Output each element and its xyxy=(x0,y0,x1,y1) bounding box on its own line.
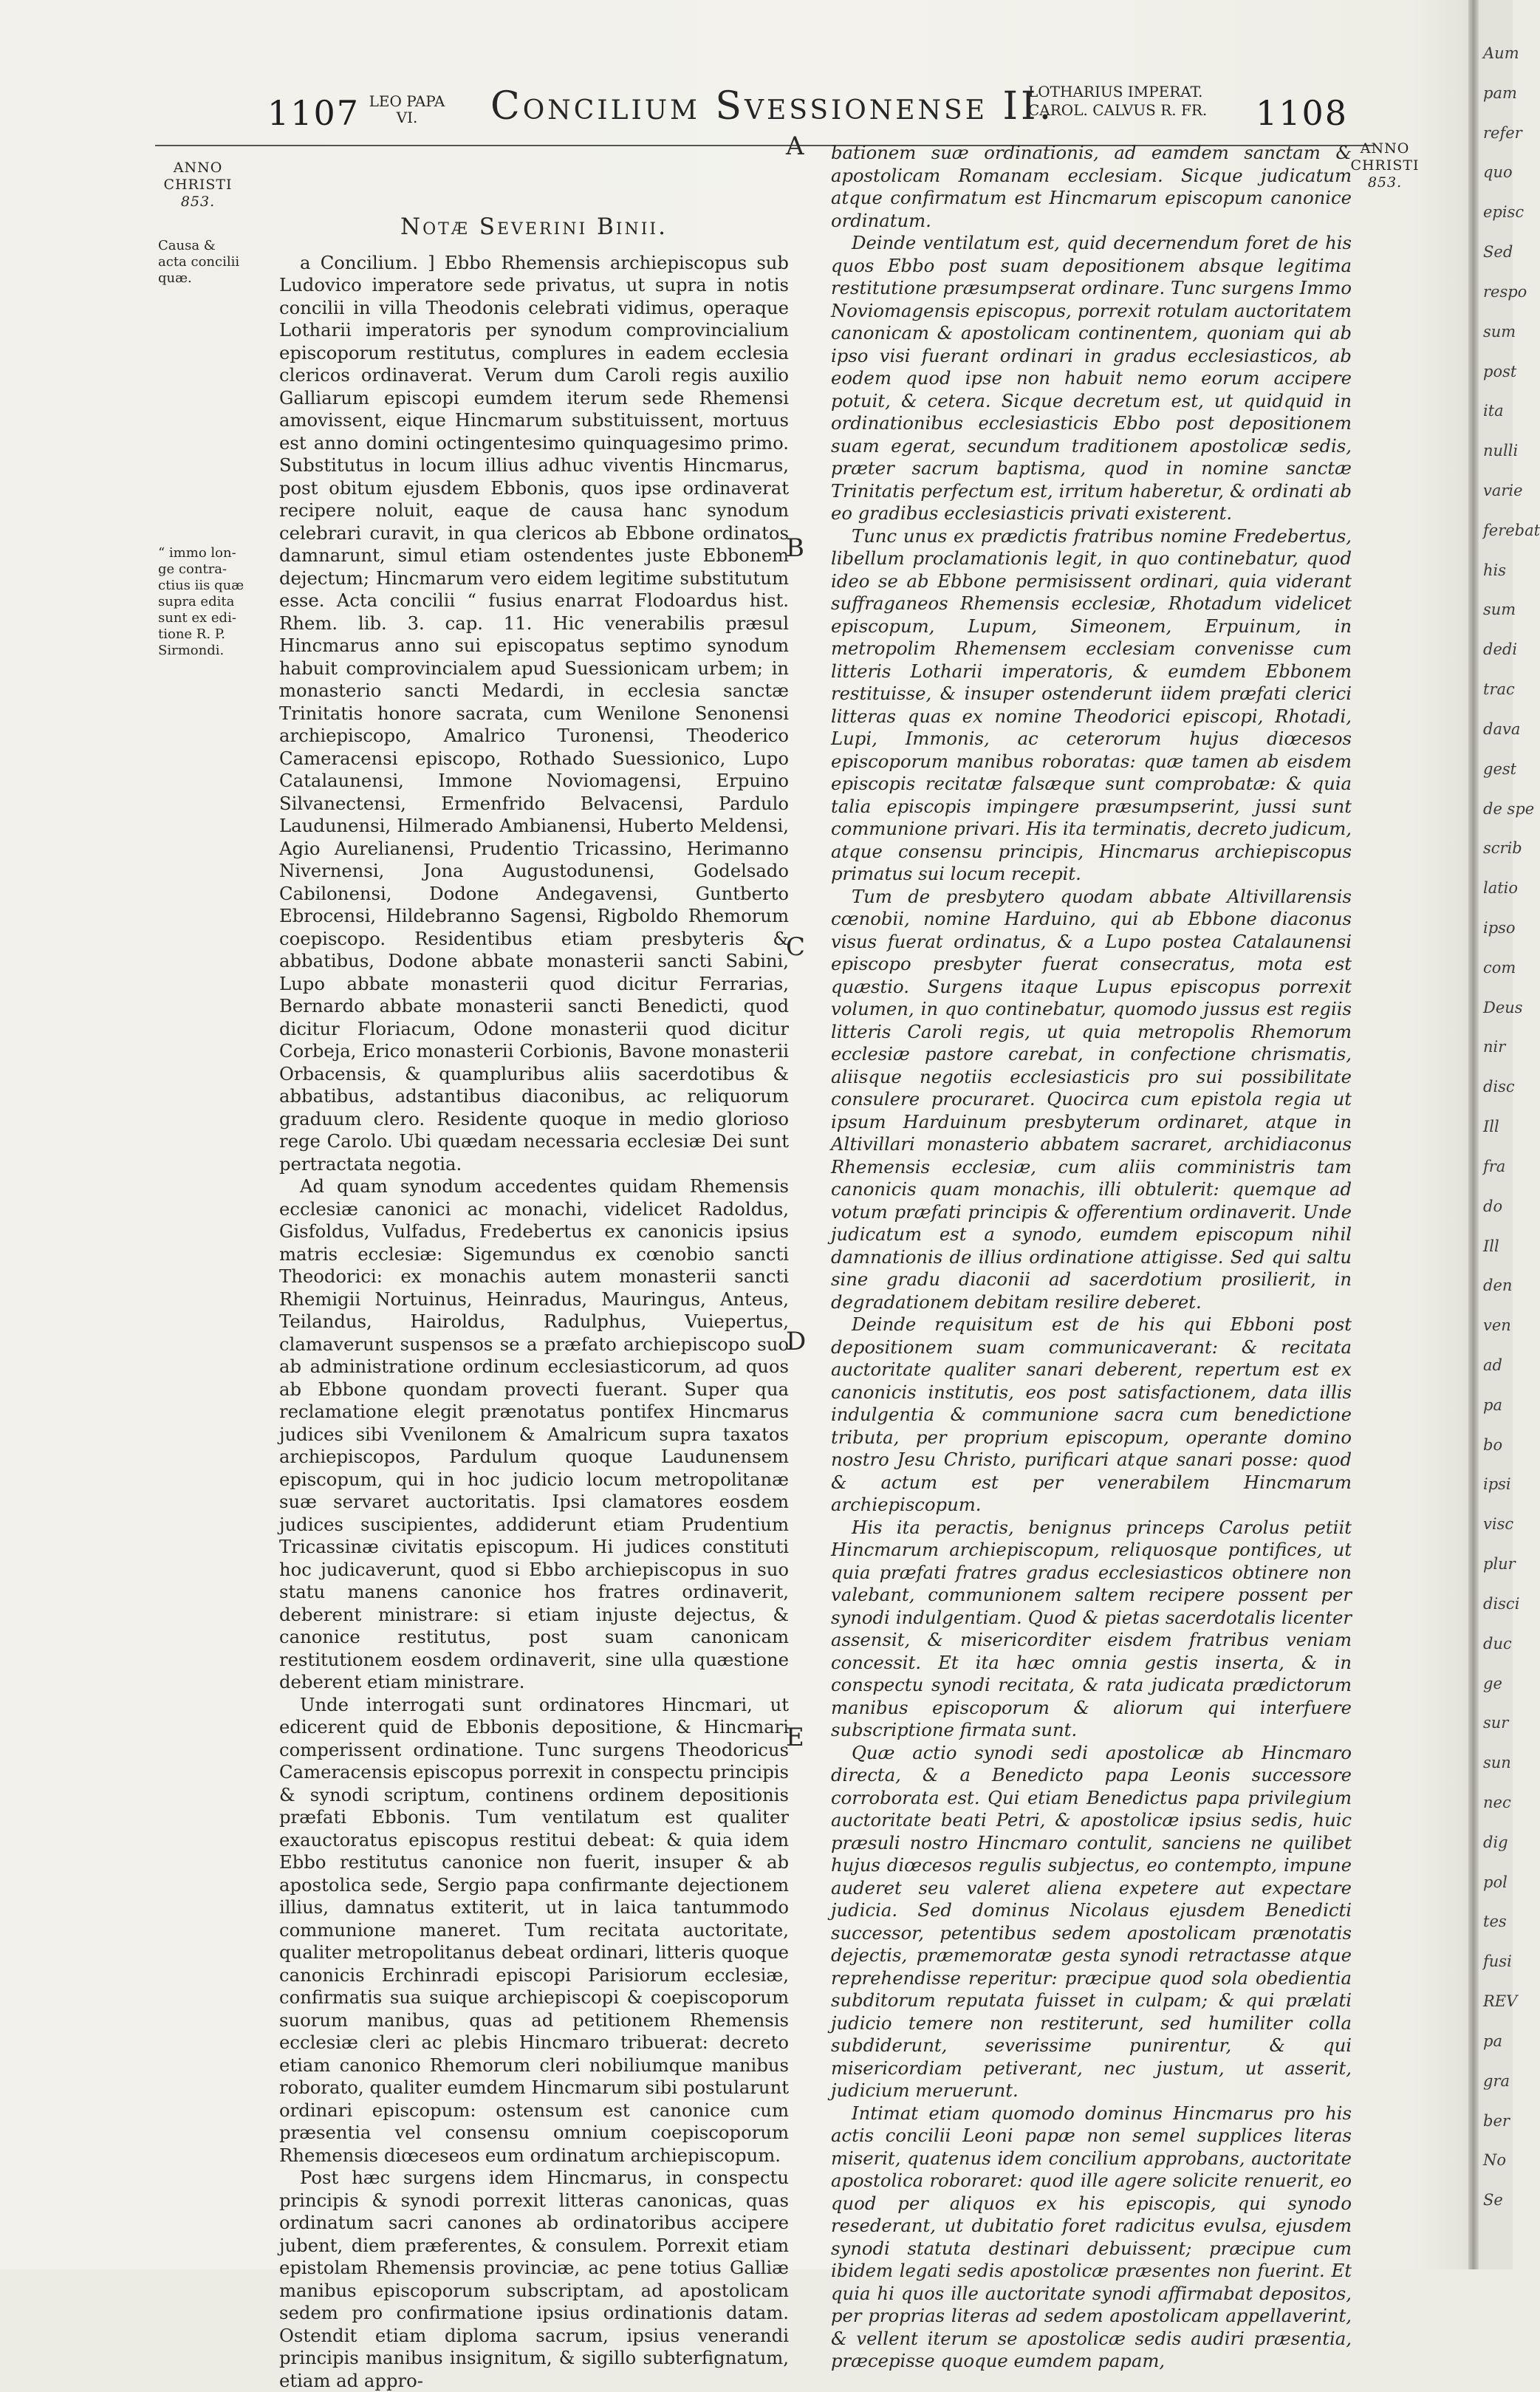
anno-line: CHRISTI xyxy=(1350,157,1420,174)
section-letter: C xyxy=(786,932,806,962)
paragraph: Tunc unus ex prædictis fratribus nomine Fredebertus, libellum proclamationis legit, in quo continebatur, quod ideo se ab Ebbone permisissent ordinari, quia viderant suffraganeos Rhemensis ecclesiæ, Rhotadum videlicet episcopum, Lupum, Simeonem, Erpuinum, in metropolim Rhemensem ecclesiam convenisse cum litteris Lotharii imperatoris, & eumdem Ebbonem restituisse, & insuper ostenderunt iidem præfati clerici litteras quas ex nomine Theodorici episcopi, Rhotadi, Lupi, Immonis, ac ceterorum hujus diœcesos episcoporum manibus roboratas: quæ tamen ab eisdem episcopis recitatæ falsæque sunt comprobatæ: & quia talia episcopis impingere præsumpserint, jussi sunt communione privari. His ita terminatis, decreto judicum, atque consensu principis, Hincmarus archiepiscopus primatus sui locum recepit. xyxy=(831,524,1352,884)
pope-line: VI. xyxy=(396,109,418,126)
section-letter: B xyxy=(786,533,804,563)
emperor-line: CAROL. CALVUS R. FR. xyxy=(1028,101,1208,119)
adjacent-page-fragment: scrib xyxy=(1483,839,1522,858)
adjacent-page-fragment: do xyxy=(1483,1197,1503,1215)
adjacent-page-fragment: gra xyxy=(1483,2071,1510,2090)
adjacent-page-fragment: pa xyxy=(1483,2032,1502,2050)
adjacent-page-fragment: sur xyxy=(1483,1714,1509,1732)
anno-year: 853. xyxy=(1367,174,1403,191)
paragraph: bationem suæ ordinationis, ad eamdem sanctam & apostolicam Romanam ecclesiam. Sicque judicatum atque confirmatum est Hincmarum episcopum canonice ordinatum. xyxy=(831,142,1352,231)
adjacent-page-fragment: sum xyxy=(1483,322,1516,341)
adjacent-page-fragment: ipso xyxy=(1483,919,1516,937)
adjacent-page-fragment: sum xyxy=(1483,601,1516,619)
adjacent-page-fragment: den xyxy=(1483,1277,1513,1295)
adjacent-page-fragment: trac xyxy=(1483,680,1515,699)
adjacent-page-fragment: nec xyxy=(1483,1794,1511,1811)
adjacent-page-fragment: latio xyxy=(1483,879,1519,898)
margin-note-line: Causa & xyxy=(158,238,216,253)
adjacent-page-fragment: pam xyxy=(1483,83,1517,102)
adjacent-page-fragment: fra xyxy=(1483,1157,1506,1175)
adjacent-page-fragment: disci xyxy=(1483,1594,1520,1613)
paragraph: Unde interrogati sunt ordinatores Hincmari, ut edicerent quid de Ebbonis depositione, & Hincmari comperissent ordinatione. Tunc surgens Theodoricus Cameracensis episcopus porrexit in conspectu principis & synodi scriptum, continens ordinem depositionis præfati Ebbonis. Tum ventilatum est qualiter exauctoratus episcopus restitui debeat: & quia idem Ebbo restitutus canonice non fuerit, insuper & ab apostolica sede, Sergio papa confirmante dejectionem illius, damnatus extiterit, ut in laica tantummodo communione maneret. Tum recitata auctoritate, qualiter metropolitanus debeat ordinari, litteris quoque canonicis Erchinradi episcopi Parisiorum ecclesiæ, confirmatis sua suique archiepiscopi & coepiscoporum suorum manibus, quas ad petitionem Rhemensis ecclesiæ cleri ac plebis Hincmaro tribuerat: decreto etiam canonico Rhemorum cleri nobiliumque manibus roborato, qualiter eumdem Hincmarum sibi postularunt ordinari episcopum: ostensum est canonice cum præsentia vel consensu omnium coepiscoporum Rhemensis diœceseos eum ordinatum archiepiscopum. xyxy=(279,1693,789,2166)
notes-title: Notæ Severini Binii. xyxy=(400,213,668,240)
section-letter: A xyxy=(786,131,804,161)
adjacent-page-fragment: plur xyxy=(1483,1555,1516,1573)
section-letter: D xyxy=(786,1327,807,1356)
adjacent-page-fragment: refer xyxy=(1483,123,1522,142)
adjacent-page-fragment: Sed xyxy=(1483,243,1513,262)
anno-line: ANNO xyxy=(173,160,223,176)
adjacent-page-fragment: tes xyxy=(1483,1913,1507,1931)
section-letter: E xyxy=(786,1723,804,1752)
adjacent-page-fragment: post xyxy=(1483,362,1517,380)
margin-note-line: “ immo lon- xyxy=(158,545,236,561)
adjacent-page-fragment: respo xyxy=(1483,282,1527,301)
adjacent-page-fragment: ferebat xyxy=(1483,521,1540,539)
margin-note-immo xyxy=(158,545,254,659)
margin-note-line: Sirmondi. xyxy=(158,643,225,658)
adjacent-page-fragment: visc xyxy=(1483,1515,1514,1534)
anno-line: CHRISTI xyxy=(163,177,233,193)
adjacent-page-fragment: episc xyxy=(1483,203,1524,222)
adjacent-page-fragment: pol xyxy=(1483,1873,1508,1891)
margin-note-line: quæ. xyxy=(158,270,192,286)
adjacent-page-fragment: bo xyxy=(1483,1435,1503,1454)
pope-line: LEO PAPA xyxy=(369,92,445,110)
paragraph: Ad quam synodum accedentes quidam Rhemensis ecclesiæ canonici ac monachi, videlicet Radoldus, Gisfoldus, Vulfadus, Fredebertus ex canonicis ipsius matris ecclesiæ: Sigemundus ex cœnobio sancti Theodorici: ex monachis autem monasterii sancti Rhemigii Nortuinus, Heinradus, Mauringus, Anteus, Teilandus, Hairoldus, Radulphus, Vuiepertus, clamaverunt suspensos se a præfato archiepiscopo suo ab administratione ordinum ecclesiasticorum, ad quos ab Ebbone quondam provecti fuerant. Super qua reclamatione elegit prænotatus pontifex Hincmarus judices sibi Vvenilonem & Amalricum supra taxatos archiepiscopos, Pardulum quoque Laudunensem episcopum, qui in hoc judicio locum metropolitanæ suæ servaret auctoritatis. Ipsi clamatores eosdem judices suscipientes, addiderunt etiam Prudentium Tricassinæ civitatis episcopum. Hi judices constituti hoc judicaverunt, quod si Ebbo archiepiscopus in suo statu manens canonice hos fratres ordinaverit, deberent ministrare: si etiam injuste dejectus, & canonice restitutus, post suam canonicam restitutionem eosdem ordinaverit, sine ulla quæstione deberent etiam ministrare. xyxy=(279,1175,789,1692)
margin-note-line: supra edita xyxy=(158,594,235,609)
adjacent-page-fragment: dig xyxy=(1483,1833,1508,1851)
adjacent-page-fragment: sun xyxy=(1483,1754,1511,1772)
adjacent-page-fragment: quo xyxy=(1483,163,1513,182)
adjacent-page-fragment: Deus xyxy=(1483,998,1523,1016)
adjacent-page-fragment: ita xyxy=(1483,402,1504,420)
adjacent-page-fragment: REV xyxy=(1483,1992,1518,2011)
adjacent-page-fragment: his xyxy=(1483,561,1507,579)
adjacent-page-fragment: ven xyxy=(1483,1316,1511,1335)
book-gutter xyxy=(1468,0,1479,2269)
paragraph: Intimat etiam quomodo dominus Hincmarus pro his actis concilii Leoni papæ non semel supplices literas miserit, quatenus idem concilium approbans, auctoritate apostolica roboraret: quod ille agere solicite renuerit, eo quod per aliquos ex his episcopis, qui synodo resederant, ut dubitatio foret radicitus evulsa, ejusdem synodi statuta destinari debuissent; præcipue cum ibidem legati sedis apostolicæ præsentes non fuerint. Et quia hi quos ille auctoritate synodi affirmabat depositos, per proprias literas ad sedem apostolicam appellaverint, & vellent iterum se apostolicæ sedis audiri præsentia, præcepisse quoque eumdem papam, xyxy=(831,2102,1352,2371)
adjacent-page-fragment: Aum xyxy=(1483,44,1519,62)
adjacent-page-fragment: nir xyxy=(1483,1038,1506,1056)
adjacent-page-fragment: ge xyxy=(1483,1674,1502,1692)
adjacent-page-fragment: dava xyxy=(1483,720,1521,738)
adjacent-page-fragment: Se xyxy=(1483,2191,1503,2210)
adjacent-page-fragment: Ill xyxy=(1483,1237,1499,1255)
adjacent-page-fragment: gest xyxy=(1483,759,1517,778)
pope-label xyxy=(366,93,448,126)
anno-line: ANNO xyxy=(1360,140,1410,157)
adjacent-page-fragment: duc xyxy=(1483,1634,1512,1653)
adjacent-page-fragment: No xyxy=(1483,2151,1507,2170)
emperor-line: LOTHARIUS IMPERAT. xyxy=(1028,83,1203,100)
right-text-column xyxy=(831,142,1352,2373)
paragraph: Deinde requisitum est de his qui Ebboni post depositionem suam communicaverant: & recitata auctoritate qualiter sanari deberent, repertum est ex canonicis institutis, eos post satisfactionem, data illis indulgentia & communione sacra cum benedictione tributa, per proprium episcopum, operante domino nostro Jesu Christo, purificari atque sanari posse: quod & actum est per venerabilem Hincmarum archiepiscopum. xyxy=(831,1313,1352,1515)
margin-note-line: acta concilii xyxy=(158,254,240,270)
anno-year: 853. xyxy=(180,194,216,210)
adjacent-page-fragment: ber xyxy=(1483,2111,1510,2130)
adjacent-page-fragment: ad xyxy=(1483,1356,1502,1374)
paragraph: Quæ actio synodi sedi apostolicæ ab Hincmaro directa, & a Benedicto papa Leonis successore corroborata est. Qui etiam Benedictus papa privilegium auctoritate beati Petri, & apostolicæ ipsius sedis, huic præsuli nostro Hincmaro contulit, sanciens ne quilibet hujus diœcesos regulis subjectus, eo contempto, impune auderet seu valeret aliena expetere aut expectare judicia. Sed dominus Nicolaus ejusdem Benedicti successor, petentibus sedem apostolicam prænotatis dejectis, præmemoratæ gesta synodi retractasse atque reprehendisse reperitur: præcipue quod sola obedientia subditorum reputata fuisset in culpam; & qui prælati judicio temere non restiterunt, sed humiliter colla subdiderunt, severissime punirentur, & qui misericordiam petiverant, nec justum, ut asserit, judicium meruerunt. xyxy=(831,1741,1352,2101)
adjacent-page-fragment: varie xyxy=(1483,482,1523,499)
adjacent-page-fragment: pa xyxy=(1483,1395,1502,1414)
adjacent-page-fragment: de spe xyxy=(1483,799,1535,818)
margin-note-line: tione R. P. xyxy=(158,626,225,642)
adjacent-page-fragment: com xyxy=(1483,958,1516,977)
paragraph: Tum de presbytero quodam abbate Altivillarensis cœnobii, nomine Harduino, qui ab Ebbone diaconus visus fuerat ordinatus, & a Lupo postea Catalaunensi episcopo presbyter fuerat consecratus, mota est quæstio. Surgens itaque Lupus episcopus porrexit volumen, in quo continebatur, quomodo jussus est regiis litteris Caroli regis, ut quia metropolis Rhemorum ecclesiæ pastore carebat, in confectione chrismatis, aliisque negotiis ecclesiasticis pro sui possibilitate consulere procuraret. Quocirca cum epistola regia ut ipsum Harduinum presbyterum ordinaret, atque in Altivillari monasterio abbatem sacraret, archidiaconus Rhemensis ecclesiæ, cum aliis comministris tam canonicis quam monachis, illi obtulerit: quemque ad votum præfati principis & offerentium ordinaverit. Unde judicatum est a synodo, eumdem episcopum nihil damnationis de illius ordinatione attigisse. Sed qui saltu sine gradu diaconii ad sacerdotium prosilierit, in degradationem debitam resilire deberet. xyxy=(831,885,1352,1313)
paragraph: Deinde ventilatum est, quid decernendum foret de his quos Ebbo post suam depositionem absque legitima restitutione præsumpserat ordinare. Tunc surgens Immo Noviomagensis episcopus, porrexit rotulam auctoritatem canonicam & apostolicam continentem, quoniam qui ab ipso visi fuerant ordinari in gradus ecclesiasticos, ab eodem quod ipse non habuit nemo eorum accipere potuit, & cetera. Sicque decretum est, ut quidquid in ordinationibus ecclesiasticis Ebbo post depositionem suam egerat, secundum traditionem apostolicæ sedis, præter sacrum baptisma, quod in nomine sanctæ Trinitatis perfectum est, irritum haberetur, & ordinati ab eo gradibus ecclesiasticis privati existerent. xyxy=(831,232,1352,524)
margin-note-line: ctius iis quæ xyxy=(158,578,244,593)
adjacent-page-fragment: ipsi xyxy=(1483,1475,1511,1494)
running-title: Concilium Svessionense II. xyxy=(490,84,1055,129)
adjacent-page-fragment: disc xyxy=(1483,1078,1515,1096)
adjacent-page-edge xyxy=(1479,0,1540,2269)
adjacent-page-fragment: dedi xyxy=(1483,640,1518,659)
margin-note-line: ge contra- xyxy=(158,561,227,577)
left-text-column xyxy=(279,213,789,2392)
page-number-left: 1107 xyxy=(267,93,360,133)
paragraph: Post hæc surgens idem Hincmarus, in conspectu principis & synodi porrexit litteras canonicas, quas ordinatum sacri canones ab ordinatoribus accipere jubent, diem præferentes, & consulem. Porrexit etiam epistolam Rhemensis provinciæ, ac pene totius Galliæ manibus episcoporum subscriptam, ad apostolicam sedem pro confirmatione ipsius ordinationis datam. Ostendit etiam diploma sacrum, ipsius venerandi principis manibus insignitum, & sigillo subterfignatum, etiam ad appro- xyxy=(279,2167,789,2391)
paragraph: a Concilium. ] Ebbo Rhemensis archiepiscopus sub Ludovico imperatore sede privatus, ut supra in notis concilii in villa Theodonis celebrati vidimus, operaque Lotharii imperatoris per synodum comprovincialium episcoporum restitutus, complures in eadem ecclesia clericos ordinaverat. Verum dum Caroli regis auxilio Galliarum episcopi eumdem iterum sede Rhemensi amovissent, eique Hincmarum substituissent, mortuus est anno domini octingentesimo quinquagesimo primo. Substitutus in locum illius adhuc viventis Hincmarus, post obitum ejusdem Ebbonis, quos ipse ordinaverat recipere noluit, eaque de causa hanc synodum celebrari curavit, in qua clericos ab Ebbone ordinatos damnarunt, simul etiam ostendentes juste Ebbonem dejectum; Hincmarum vero eidem legitime substitutum esse. Acta concilii “ fusius enarrat Flodoardus hist. Rhem. lib. 3. cap. 11. Hic venerabilis præsul Hincmarus anno sui episcopatus septimo synodum habuit comprovincialem apud Suessionicam urbem; in monasterio sancti Medardi, in ecclesia sanctæ Trinitatis honore sacrata, cum Wenilone Senonensi archiepiscopo, Amalrico Turonensi, Theoderico Cameracensi episcopo, Rothado Suessionico, Lupo Catalaunensi, Immone Noviomagensi, Erpuino Silvanectensi, Ermenfrido Belvacensi, Pardulo Laudunensi, Hilmerado Ambianensi, Huberto Meldensi, Agio Aurelianensi, Prudentio Tricassino, Herimanno Nivernensi, Jona Augustodunensi, Godelsado Cabilonensi, Dodone Andegavensi, Guntberto Ebrocensi, Hildebranno Sagensi, Rigboldo Rhemorum coepiscopo. Residentibus etiam presbyteris & abbatibus, Dodone abbate monasterii sancti Sabini, Lupo abbate monasterii quod dicitur Ferrarias, Bernardo abbate monasterii sancti Benedicti, quod dicitur Floriacum, Odone monasterii quod dicitur Corbeja, Erico monasterii Corbionis, Bavone monasterii Orbacensis, & quampluribus aliis sacerdotibus & abbatibus, adstantibus diaconibus, ac reliquorum graduum clero. Residente quoque in medio glorioso rege Carolo. Ubi quædam necessaria ecclesiæ Dei sunt pertractata negotia. xyxy=(279,251,789,1175)
page-header xyxy=(0,71,1474,152)
paragraph: His ita peractis, benignus princeps Carolus petiit Hincmarum archiepiscopum, reliquosque pontifices, ut quia præfati fratres gradus ecclesiasticos obtinere non valebant, communionem saltem recipere possent per synodi indulgentiam. Quod & pietas sacerdotalis licenter assensit, & misericorditer eisdem fratribus veniam concessit. Et ita hæc omnia gestis inserta, & in conspectu synodi recitata, & rata judicata prædictorum manibus episcoporum & aliorum qui interfuere subscriptione firmata sunt. xyxy=(831,1516,1352,1740)
adjacent-page-fragment: fusi xyxy=(1483,1952,1512,1971)
adjacent-page-fragment: Ill xyxy=(1483,1118,1499,1136)
page-number-right: 1108 xyxy=(1256,93,1349,133)
margin-note-causa xyxy=(158,238,254,287)
emperor-label xyxy=(1028,83,1250,120)
margin-note-line: sunt ex edi- xyxy=(158,610,236,626)
adjacent-page-fragment: nulli xyxy=(1483,442,1519,460)
anno-christi-left xyxy=(154,160,242,211)
